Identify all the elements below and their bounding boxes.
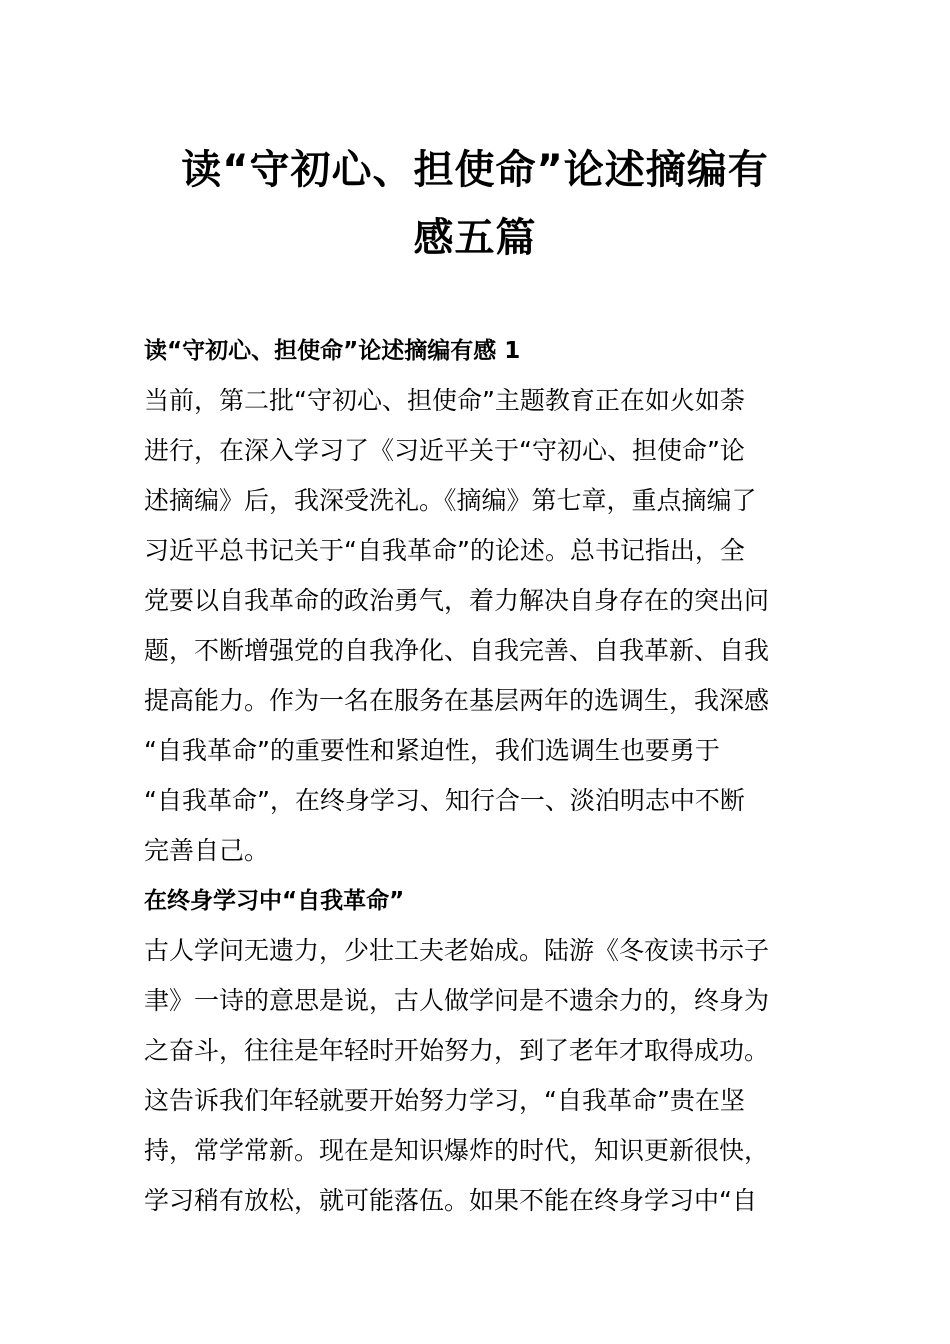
paragraph-line: 学习稍有放松，就可能落伍。如果不能在终身学习中“自 bbox=[144, 1186, 757, 1215]
paragraph-line: 题，不断增强党的自我净化、自我完善、自我革新、自我 bbox=[144, 636, 770, 665]
paragraph-line: 这告诉我们年轻就要开始努力学习，“自我革命”贵在坚 bbox=[144, 1086, 745, 1115]
paragraph-line: 述摘编》后，我深受洗礼。《摘编》第七章，重点摘编了 bbox=[144, 486, 757, 515]
paragraph-line: 古人学问无遗力，少壮工夫老始成。陆游《冬夜读书示子 bbox=[144, 936, 770, 965]
title-line-2: 感五篇 bbox=[413, 215, 537, 261]
paragraph-line: 聿》一诗的意思是说，古人做学问是不遗余力的，终身为 bbox=[144, 986, 770, 1015]
paragraph-line: 党要以自我革命的政治勇气，着力解决自身存在的突出问 bbox=[144, 586, 770, 615]
paragraph-line: 持，常学常新。现在是知识爆炸的时代，知识更新很快， bbox=[144, 1136, 770, 1165]
section-heading-1: 读“守初心、担使命”论述摘编有感 1 bbox=[144, 338, 521, 364]
section-heading-2: 在终身学习中“自我革命” bbox=[144, 888, 405, 914]
paragraph-line: 习近平总书记关于“自我革命”的论述。总书记指出，全 bbox=[144, 536, 745, 565]
paragraph-line: 当前，第二批“守初心、担使命”主题教育正在如火如荼 bbox=[144, 386, 745, 415]
paragraph-line: “自我革命”，在终身学习、知行合一、淡泊明志中不断 bbox=[144, 786, 745, 815]
document-title bbox=[140, 136, 810, 272]
paragraph-line: 进行，在深入学习了《习近平关于“守初心、担使命”论 bbox=[144, 436, 745, 465]
paragraph-line: “自我革命”的重要性和紧迫性，我们选调生也要勇于 bbox=[144, 736, 720, 765]
paragraph-line: 提高能力。作为一名在服务在基层两年的选调生，我深感 bbox=[144, 686, 770, 715]
paragraph-line: 之奋斗，往往是年轻时开始努力，到了老年才取得成功。 bbox=[144, 1036, 770, 1065]
document-body bbox=[144, 326, 804, 1226]
paragraph-line: 完善自己。 bbox=[144, 836, 270, 865]
title-line-1: 读“守初心、担使命”论述摘编有 bbox=[181, 147, 769, 193]
